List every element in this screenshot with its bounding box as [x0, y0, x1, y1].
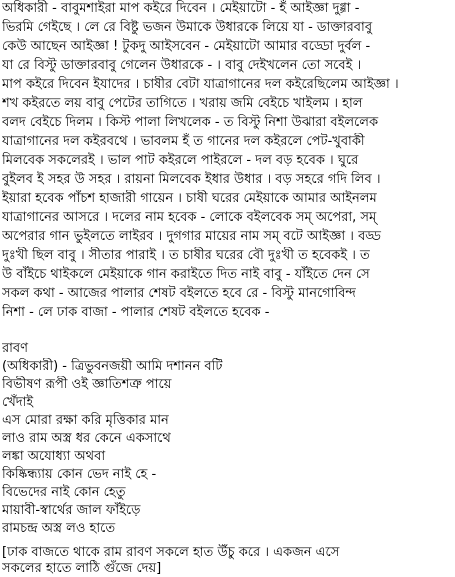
verse-line: রামচন্দ্র অস্ত্র লও হাতে: [2, 521, 116, 536]
prose-line: বুইলব ই সহর উ সহর । রায়না মিলবেক ইধার উধার । বড় সহরে গদি লিব ।: [2, 172, 381, 187]
verse-line: এস মোরা রক্ষা করি মৃত্তিকার মান: [2, 413, 169, 428]
prose-line: বলদ বেইচে দিলম । কিস্ট পালা লিখলেক - ত বিস্টু নিশা উঝারা বইললেক: [2, 115, 379, 130]
prose-line: অধিকারী - বাবুমশাইরা মাপ কইরে দিবেন । মেইয়াটো - হঁ আইজ্ঞা দুগ্গা -: [2, 1, 360, 16]
prose-line: নিশা - লে ঢাক বাজা - পালার শেষট বইলতে হবেক -: [2, 305, 270, 320]
prose-line: কেউ আছেন আইজ্ঞা ! টুকদু আইসবেন - মেইয়াটো আমার বড্ডো দুর্বল -: [2, 39, 371, 54]
verse-line: (অধিকারী) - ত্রিভুবনজয়ী আমি দশানন বটি: [2, 359, 223, 374]
prose-line: শখ কইরতে লয় বাবু পেটের তাগিতে । খরায় জমি বেইচে খাইলম । হাল: [2, 96, 363, 111]
verse-line: লাও রাম অস্ত্র ধর কেনে একসাথে: [2, 431, 171, 446]
prose-line: উ বাঁইচে থাইকলে মেইয়াকে গান করাইতে দিত নাই বাবু - যাঁইতে দেন সে: [2, 267, 370, 282]
speaker-name: রাবণ: [2, 341, 29, 356]
verse-line: বিভেদের নাই কোন হেতু: [2, 485, 126, 500]
verse-line: খেঁদাই: [2, 395, 34, 410]
stage-direction-line: [ঢাক বাজতে থাকে রাম রাবণ সকলে হাত উঁচু করে । একজন এসে: [2, 545, 340, 560]
prose-line: ভিরমি গেইছে । লে রে বিষ্টু ভজন উমাকে উধারকে লিয়ে যা - ডাক্তারবাবু: [2, 20, 373, 35]
verse-line: বিভীষণ রূপী ওই জ্ঞাতিশত্রু পায়ে: [2, 377, 172, 392]
prose-line: যাত্রাগানের আসরে । দলের নাম হবেক - লোকে বইলবেক সম্ অপেরা, সম্: [2, 210, 377, 225]
prose-line: যাত্রাগানের দল কইরবথে । ভাবলম হঁ ত গানের দল কইরলে পেট-খুবাকী: [2, 134, 365, 149]
prose-line: মাপ কইরে দিবেন ইযাদের । চাষীর বেটা যাত্রাগানের দল কইরেছিলেম আইজ্ঞা ।: [2, 77, 399, 92]
verse-line: মায়াবী-স্বার্থের জাল ফাঁইড়ে: [2, 503, 141, 518]
prose-line: ইয়ারা হবেক পাঁচশ হাজারী গায়েন । চাষী ঘরের মেইয়াকে আমার আইনলম: [2, 191, 377, 206]
verse-line: লঙ্কা অযোধ্যা অথবা: [2, 449, 106, 464]
verse-line: কিষ্কিন্ধ্যায় কোন ভেদ নাই হে -: [2, 467, 157, 482]
prose-line: মিলবেক সকলেরই । ভাল পাট কইরলে পাইরলে - দল বড় হবেক । ঘুরে: [2, 153, 359, 168]
stage-direction-line: সকলের হাতে লাঠি গুঁজে দেয়]: [2, 561, 162, 576]
prose-line: সকল কথা - আজের পালার শেষট বইলতে হবে রে - বিস্টু মানগোবিন্দ: [2, 286, 356, 301]
prose-line: দুঃখী ছিল বাবু । সীতার পারাই । ত চাষীর ঘরের বৌ দুঃখী ত হবেকই । ত: [2, 248, 370, 263]
prose-line: যা রে বিস্টু ডাক্তারবাবু গেলেন উধারকে - । বাবু দেইখলেন তো সবেই ।: [2, 58, 362, 73]
prose-line: অপেরার গান ভুইলতে লাইরব । দুগগার মায়ের নাম সম্ বটে আইজ্ঞা । বড্ড: [2, 229, 381, 244]
